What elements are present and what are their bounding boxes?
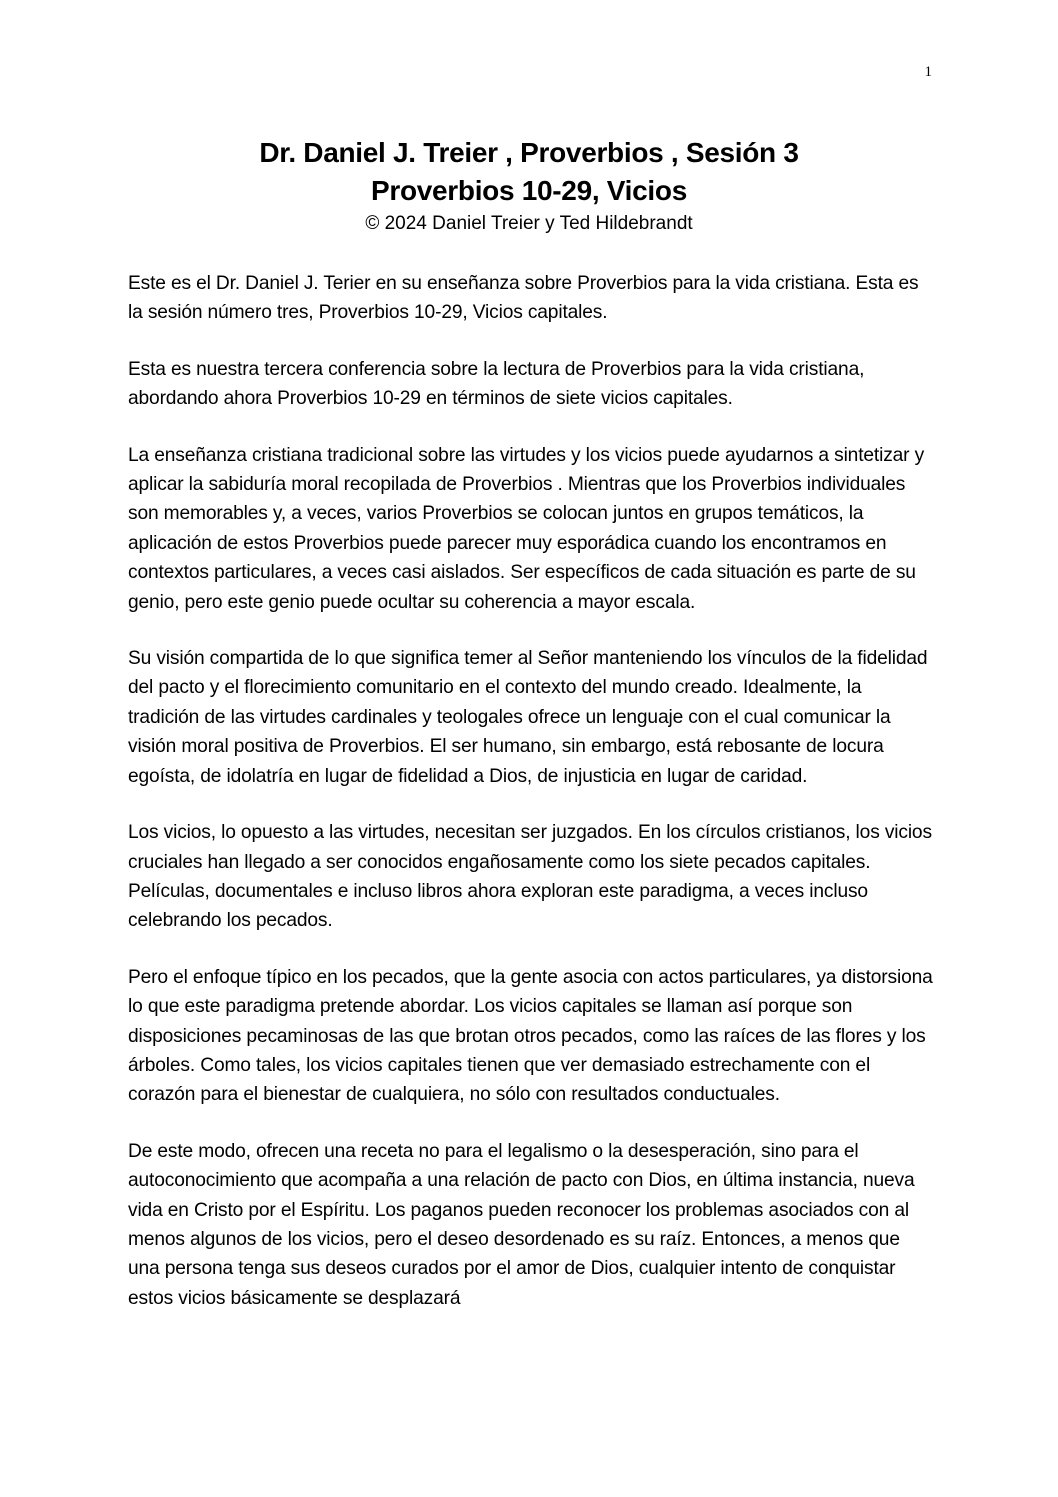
paragraph: De este modo, ofrecen una receta no para el legalismo o la desesperación, sino para el autoconocimiento que acompaña a una relación de pacto con Dios, en última instancia, nueva vida en Cristo por el Espíritu. Los paganos pueden reconocer los problemas asociados con al menos algunos de los vicios, pero el deseo desordenado es su raíz. Entonces, a menos que una persona tenga sus deseos curados por el amor de Dios, cualquier intento de conquistar estos vicios básicamente se desplazará bbox=[128, 1140, 915, 1309]
document-subtitle: Proverbios 10-29, Vicios bbox=[370, 175, 687, 206]
paragraph: Esta es nuestra tercera conferencia sobre la lectura de Proverbios para la vida cristiana, abordando ahora Proverbios 10-29 en términos de siete vicios capitales. bbox=[128, 358, 865, 410]
paragraph: La enseñanza cristiana tradicional sobre las virtudes y los vicios puede ayudarnos a sintetizar y aplicar la sabiduría moral recopilada de Proverbios . Mientras que los Proverbios individuales son memorables y, a veces, varios Proverbios se colocan juntos en grupos temáticos, la aplicación de estos Proverbios puede parecer muy esporádica cuando los encontramos en contextos particulares, a veces casi aislados. Ser específicos de cada situación es parte de su genio, pero este genio puede ocultar su coherencia a mayor escala. bbox=[128, 444, 925, 613]
paragraph: Este es el Dr. Daniel J. Terier en su enseñanza sobre Proverbios para la vida cristiana. Esta es la sesión número tres, Proverbios 10-29, Vicios capitales. bbox=[128, 273, 919, 324]
document-header bbox=[128, 134, 930, 238]
paragraph: Los vicios, lo opuesto a las virtudes, necesitan ser juzgados. En los círculos cristianos, los vicios cruciales han llegado a ser conocidos engañosamente como los siete pecados capitales. Películas, documentales e incluso libros ahora exploran este paradigma, a veces incluso celebrando los pecados. bbox=[128, 822, 932, 932]
document-body bbox=[128, 269, 936, 1340]
paragraph: Pero el enfoque típico en los pecados, que la gente asocia con actos particulares, ya distorsiona lo que este paradigma pretende abordar. Los vicios capitales se llaman así porque son disposiciones pecaminosas de las que brotan otros pecados, como las raíces de las flores y los árboles. Como tales, los vicios capitales tienen que ver demasiado estrechamente con el corazón para el bienestar de cualquiera, no sólo con resultados conductuales. bbox=[128, 966, 933, 1106]
page-number: 1 bbox=[924, 64, 932, 80]
copyright-line: © 2024 Daniel Treier y Ted Hildebrandt bbox=[365, 213, 693, 234]
paragraph: Su visión compartida de lo que significa temer al Señor manteniendo los vínculos de la fidelidad del pacto y el florecimiento comunitario en el contexto del mundo creado. Idealmente, la tradición de las virtudes cardinales y teologales ofrece un lenguaje con el cual comunicar la visión moral positiva de Proverbios. El ser humano, sin embargo, está rebosante de locura egoísta, de idolatría en lugar de fidelidad a Dios, de injusticia en lugar de caridad. bbox=[128, 648, 928, 787]
document-title: Dr. Daniel J. Treier , Proverbios , Sesión 3 bbox=[259, 137, 799, 168]
